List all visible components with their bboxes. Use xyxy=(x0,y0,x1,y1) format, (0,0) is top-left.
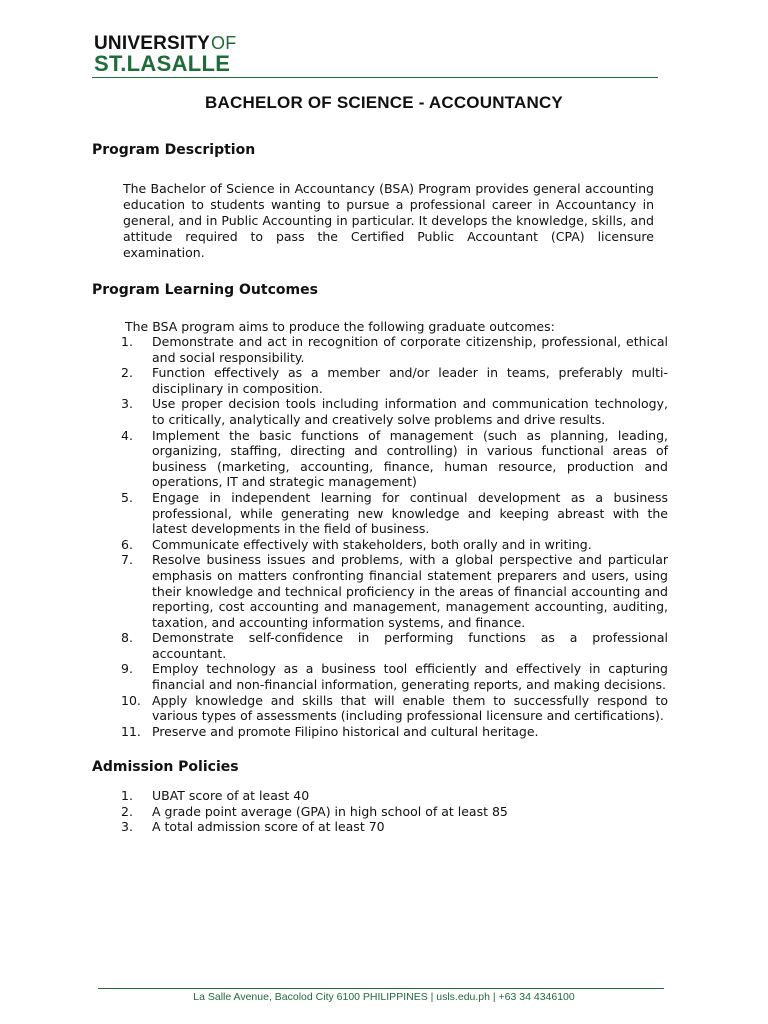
list-item-text: Resolve business issues and problems, with a global perspective and particular emphasis on matters confronting financial statement preparers and users, using their knowledge and technical proficiency in the areas of financial accounting and reporting, cost accounting and management, management accounting, auditing, taxation, and accounting information systems, and finance. xyxy=(152,552,668,630)
list-item-text: Apply knowledge and skills that will enable them to successfully respond to various types of assessments (including professional licensure and certifications). xyxy=(152,692,668,724)
program-description-text: The Bachelor of Science in Accountancy (BSA) Program provides general accounting education to students wanting to pursue a professional career in Accountancy in general, and in Public Accounting in particular. It develops the knowledge, skills, and attitude required to pass the Certified Public Accountant (CPA) licensure examination. xyxy=(123,181,654,260)
list-item-text: Use proper decision tools including information and communication technology, to critically, analytically and creatively solve problems and drive results. xyxy=(152,396,668,427)
list-item-number: 2. xyxy=(121,365,133,381)
university-logo xyxy=(94,34,236,75)
list-item-number: 10. xyxy=(121,692,141,708)
list-item-number: 8. xyxy=(121,630,133,646)
list-item-text: Demonstrate self-confidence in performing functions as a professional accountant. xyxy=(152,630,668,661)
list-item xyxy=(121,365,668,396)
list-item xyxy=(121,552,668,630)
list-item xyxy=(121,334,668,365)
list-item xyxy=(121,396,668,427)
list-item xyxy=(121,693,668,724)
list-item xyxy=(121,428,668,490)
list-item-number: 6. xyxy=(121,536,133,552)
list-item-number: 3. xyxy=(121,396,133,412)
list-item-text: Function effectively as a member and/or leader in teams, preferably multi-disciplinary in composition. xyxy=(152,365,668,396)
list-item-text: Communicate effectively with stakeholders, both orally and in writing. xyxy=(152,536,592,552)
admission-policies-list xyxy=(121,788,668,835)
list-item xyxy=(121,630,668,661)
list-item xyxy=(121,537,668,553)
list-item xyxy=(121,490,668,537)
list-item xyxy=(121,661,668,692)
list-item xyxy=(121,788,668,804)
list-item-text: Employ technology as a business tool efficiently and effectively in capturing financial and non-financial information, generating reports, and making decisions. xyxy=(152,661,668,693)
logo-of-text: OF xyxy=(211,33,237,53)
list-item-text: UBAT score of at least 40 xyxy=(152,788,310,803)
list-item-text: Engage in independent learning for continual development as a business professional, while generating new knowledge and keeping abreast with the latest developments in the field of business. xyxy=(152,489,668,537)
list-item-text: A total admission score of at least 70 xyxy=(152,819,385,835)
header-divider xyxy=(92,77,658,78)
list-item-number: 5. xyxy=(121,489,133,505)
admission-policies-heading: Admission Policies xyxy=(92,759,239,775)
list-item-number: 1. xyxy=(121,334,133,349)
page-title: BACHELOR OF SCIENCE - ACCOUNTANCY xyxy=(205,93,563,112)
footer-contact-info: La Salle Avenue, Bacolod City 6100 PHILIPPINES | usls.edu.ph | +63 34 4346100 xyxy=(193,991,575,1003)
footer-divider xyxy=(98,988,664,989)
list-item-number: 1. xyxy=(121,788,133,803)
list-item-number: 11. xyxy=(121,723,141,739)
learning-outcomes-heading: Program Learning Outcomes xyxy=(92,282,318,298)
list-item-text: A grade point average (GPA) in high school of at least 85 xyxy=(152,803,508,819)
list-item-number: 3. xyxy=(121,819,133,835)
learning-outcomes-intro: The BSA program aims to produce the following graduate outcomes: xyxy=(125,319,555,334)
list-item xyxy=(121,724,668,740)
list-item-number: 2. xyxy=(121,803,133,819)
logo-university-text: UNIVERSITYOF xyxy=(94,33,237,54)
list-item-text: Implement the basic functions of management (such as planning, leading, organizing, staffing, directing and controlling) in various functional areas of business (marketing, accounting, finance, human resource, production and operations, IT and strategic management) xyxy=(152,427,668,490)
list-item-number: 9. xyxy=(121,661,133,677)
learning-outcomes-list xyxy=(121,334,668,739)
list-item xyxy=(121,804,668,820)
list-item-text: Demonstrate and act in recognition of corporate citizenship, professional, ethical and social responsibility. xyxy=(152,334,668,365)
list-item-text: Preserve and promote Filipino historical and cultural heritage. xyxy=(152,723,539,739)
list-item xyxy=(121,819,668,835)
list-item-number: 7. xyxy=(121,552,133,568)
list-item-number: 4. xyxy=(121,427,133,443)
program-description-heading: Program Description xyxy=(92,142,256,158)
logo-stlasalle-text: ST.LASALLE xyxy=(94,51,231,76)
